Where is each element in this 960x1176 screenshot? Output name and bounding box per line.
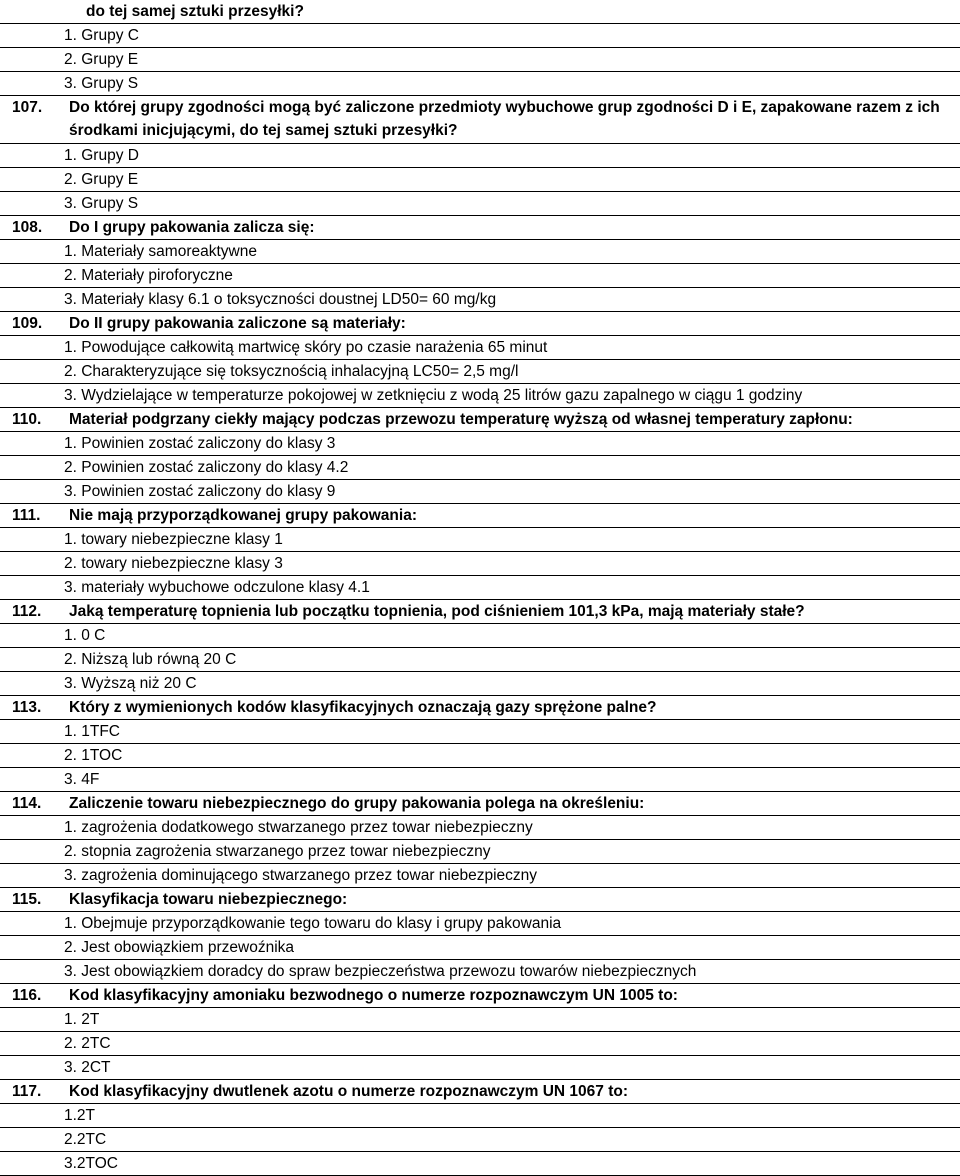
question-text: Zaliczenie towaru niebezpiecznego do grupy pakowania polega na określeniu: — [69, 795, 645, 812]
answer-option: 3. Powinien zostać zaliczony do klasy 9 — [64, 483, 336, 500]
question-number: 111. — [12, 507, 41, 524]
answer-option-row — [0, 1008, 960, 1032]
answer-option-row — [0, 144, 960, 168]
answer-option-row — [0, 864, 960, 888]
answer-option: 2. towary niebezpieczne klasy 3 — [64, 555, 283, 572]
answer-option-row — [0, 648, 960, 672]
answer-option: 2. Grupy E — [64, 51, 139, 68]
answer-option-row — [0, 768, 960, 792]
question-number: 117. — [12, 1083, 42, 1100]
question-number: 115. — [12, 891, 42, 908]
answer-option: 3. Materiały klasy 6.1 o toksyczności doustnej LD50= 60 mg/kg — [64, 291, 497, 308]
question-row — [0, 216, 960, 240]
answer-option-row — [0, 240, 960, 264]
answer-option: 2. Materiały piroforyczne — [64, 267, 233, 284]
answer-option: 3. 4F — [64, 771, 100, 788]
question-text: Klasyfikacja towaru niebezpiecznego: — [69, 891, 348, 908]
answer-option-row — [0, 624, 960, 648]
question-row — [0, 96, 960, 144]
answer-option: 1. Grupy D — [64, 147, 139, 164]
answer-option-row — [0, 360, 960, 384]
question-row — [0, 888, 960, 912]
answer-option: 1. zagrożenia dodatkowego stwarzanego przez towar niebezpieczny — [64, 819, 533, 836]
question-text: Kod klasyfikacyjny amoniaku bezwodnego o numerze rozpoznawczym UN 1005 to: — [69, 987, 678, 1004]
answer-option-row — [0, 528, 960, 552]
answer-option: 2. Grupy E — [64, 171, 139, 188]
answer-option-row — [0, 816, 960, 840]
answer-option-row — [0, 1056, 960, 1080]
question-row — [0, 792, 960, 816]
answer-option: 2. Charakteryzujące się toksycznością inhalacyjną LC50= 2,5 mg/l — [64, 363, 519, 380]
answer-option-row — [0, 576, 960, 600]
question-row — [0, 504, 960, 528]
answer-option-row — [0, 672, 960, 696]
answer-option: 1. towary niebezpieczne klasy 1 — [64, 531, 283, 548]
answer-option-row — [0, 264, 960, 288]
answer-option: 2. Niższą lub równą 20 C — [64, 651, 237, 668]
question-number: 112. — [12, 603, 42, 620]
answer-option-row — [0, 48, 960, 72]
answer-option: 3. materiały wybuchowe odczulone klasy 4.1 — [64, 579, 370, 596]
answer-option: 3. Jest obowiązkiem doradcy do spraw bezpieczeństwa przewozu towarów niebezpiecznych — [64, 963, 697, 980]
question-text: Jaką temperaturę topnienia lub początku topnienia, pod ciśnieniem 101,3 kPa, mają materiały stałe? — [69, 603, 805, 620]
question-text: Do II grupy pakowania zaliczone są materiały: — [69, 315, 406, 332]
answer-option-row — [0, 192, 960, 216]
answer-option: 1. Grupy C — [64, 27, 139, 44]
answer-option: 3. Wydzielające w temperaturze pokojowej w zetknięciu z wodą 25 litrów gazu zapalnego w ciągu 1 godziny — [64, 387, 803, 404]
question-text: Nie mają przyporządkowanej grupy pakowania: — [69, 507, 417, 524]
question-number: 114. — [12, 795, 42, 812]
question-row — [0, 312, 960, 336]
question-text: Do której grupy zgodności mogą być zaliczone przedmioty wybuchowe grup zgodności D i E, zapakowane razem z ich środkami inicjującymi, do tej samej sztuki przesyłki? — [69, 99, 940, 139]
answer-option: 1.2T — [64, 1107, 96, 1124]
answer-option: 2. stopnia zagrożenia stwarzanego przez towar niebezpieczny — [64, 843, 491, 860]
question-number: 116. — [12, 987, 42, 1004]
question-row — [0, 696, 960, 720]
question-continuation-row — [0, 0, 960, 24]
answer-option-row — [0, 912, 960, 936]
question-text: do tej samej sztuki przesyłki? — [86, 3, 304, 20]
answer-option: 2. 1TOC — [64, 747, 123, 764]
question-number: 107. — [12, 99, 43, 116]
answer-option: 3. Grupy S — [64, 195, 139, 212]
question-text: Do I grupy pakowania zalicza się: — [69, 219, 315, 236]
question-number: 110. — [12, 411, 42, 428]
answer-option: 2.2TC — [64, 1131, 107, 1148]
answer-option-row — [0, 1128, 960, 1152]
answer-option-row — [0, 1104, 960, 1128]
question-text: Materiał podgrzany ciekły mający podczas przewozu temperaturę wyższą od własnej temperatury zapłonu: — [69, 411, 853, 428]
answer-option: 2. 2TC — [64, 1035, 111, 1052]
answer-option: 1. Powodujące całkowitą martwicę skóry po czasie narażenia 65 minut — [64, 339, 548, 356]
answer-option-row — [0, 744, 960, 768]
answer-option: 1. Materiały samoreaktywne — [64, 243, 257, 260]
question-row — [0, 1080, 960, 1104]
question-row — [0, 984, 960, 1008]
answer-option-row — [0, 480, 960, 504]
answer-option: 1. 0 C — [64, 627, 106, 644]
answer-option-row — [0, 552, 960, 576]
question-number: 109. — [12, 315, 43, 332]
answer-option: 1. Powinien zostać zaliczony do klasy 3 — [64, 435, 336, 452]
answer-option: 3. Wyższą niż 20 C — [64, 675, 197, 692]
question-text: Który z wymienionych kodów klasyfikacyjnych oznaczają gazy sprężone palne? — [69, 699, 657, 716]
answer-option-row — [0, 936, 960, 960]
answer-option-row — [0, 456, 960, 480]
answer-option-row — [0, 72, 960, 96]
answer-option-row — [0, 384, 960, 408]
answer-option: 1. 1TFC — [64, 723, 120, 740]
answer-option: 3.2TOC — [64, 1155, 118, 1172]
answer-option: 2. Jest obowiązkiem przewoźnika — [64, 939, 295, 956]
answer-option-row — [0, 168, 960, 192]
question-text: Kod klasyfikacyjny dwutlenek azotu o numerze rozpoznawczym UN 1067 to: — [69, 1083, 628, 1100]
answer-option: 3. zagrożenia dominującego stwarzanego przez towar niebezpieczny — [64, 867, 538, 884]
answer-option-row — [0, 1152, 960, 1176]
answer-option-row — [0, 288, 960, 312]
answer-option-row — [0, 24, 960, 48]
answer-option-row — [0, 1032, 960, 1056]
answer-option: 1. Obejmuje przyporządkowanie tego towaru do klasy i grupy pakowania — [64, 915, 562, 932]
answer-option: 3. Grupy S — [64, 75, 139, 92]
answer-option-row — [0, 432, 960, 456]
question-row — [0, 600, 960, 624]
answer-option: 1. 2T — [64, 1011, 100, 1028]
question-number: 108. — [12, 219, 43, 236]
answer-option-row — [0, 840, 960, 864]
answer-option: 3. 2CT — [64, 1059, 111, 1076]
answer-option-row — [0, 336, 960, 360]
question-row — [0, 408, 960, 432]
question-number: 113. — [12, 699, 42, 716]
answer-option-row — [0, 960, 960, 984]
answer-option: 2. Powinien zostać zaliczony do klasy 4.2 — [64, 459, 349, 476]
answer-option-row — [0, 720, 960, 744]
